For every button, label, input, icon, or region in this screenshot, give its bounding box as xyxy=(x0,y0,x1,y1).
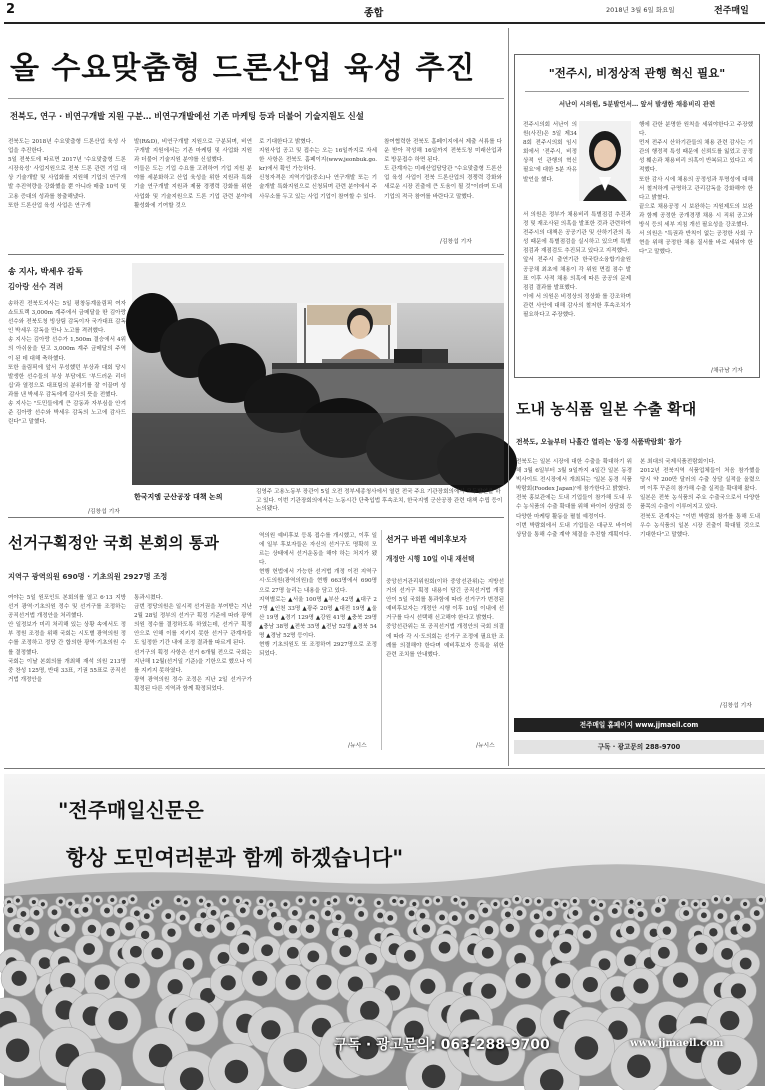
sunflower-center xyxy=(535,929,543,937)
sunflower-center xyxy=(482,907,488,913)
masthead: 전주매일 xyxy=(714,6,749,16)
election-column-1: 여야는 5일 원포인트 본회의를 열고 6·13 지방선거 광역·기초의원 정수 및 선거구를 조정하는 공직선거법 개정안을 처리했다. 안 일정보가 미리 처리해 있는 상황 속에서도 정부 정원 조정을 위해 국회는 시도별 광역의원 정수를 조정하고 정당 간 합의한 광역·기초의원 수를 결정했다. 국회는 이날 본회의를 개최해 재석 의원 213명 중 찬성 125명, 반대 33표, 기권 55표로 공직선거법 개정안을 xyxy=(8,595,126,683)
sunflower-center xyxy=(720,1011,739,1030)
sunflower-center xyxy=(583,977,598,992)
sunflower-center xyxy=(185,1012,204,1031)
ad-quote-line-1: "전주매일신문은 xyxy=(58,798,204,822)
sunflower-center xyxy=(110,898,114,902)
sunflower-center xyxy=(269,902,273,906)
lead-column-4: 참여협력한 전북도 홈페이지에서 제출 서류를 다운 받아 작성해 16일까지 전북도청 미래산업과로 방문접수 하면 된다. 도 관계자는 미래산업담당관 "수요맞춤형 드론산업 육성 사업이 전북 드론산업의 경쟁력 강화와 새로운 시장 진출에 큰 도움이 될 것"이라며 도내 기업의 적극 참여를 바란다고 말했다. xyxy=(384,139,502,200)
issue-date: 2018년 3월 6일 화요일 xyxy=(606,6,675,14)
page-header xyxy=(0,0,769,22)
sunflower-center xyxy=(211,910,217,916)
sunflower-center xyxy=(298,898,302,902)
sunflower-center xyxy=(439,942,451,954)
interview-subhead: 서난이 시의원, 5분발언서… 앞서 발생한 채용비리 관련 xyxy=(558,100,716,108)
sunflower-center xyxy=(659,1015,678,1034)
sunflower-center xyxy=(96,898,100,902)
sunflower-center xyxy=(283,902,287,906)
sunflower-center xyxy=(709,928,717,936)
sunflower-center xyxy=(108,1011,127,1030)
meeting-photo-image xyxy=(132,263,504,485)
sunflower-center xyxy=(439,915,445,921)
sunflower-center xyxy=(59,899,63,903)
sunflower-center xyxy=(377,901,381,905)
lead-column-1: 전북도는 2018년 수요맞춤형 드론산업 육성 사업을 추진한다. 5일 전북도에 따르면 2017년 '수요맞춤형 드론 시장육성' 사업지원으로 전북 드론 관련 기업 대상 기술개발 및 사업화를 지원해 기업의 연구개발 추진역량을 강화했을 뿐 아니라 매출 10억 및 고용 증대의 성과를 창출해냈다. 또한 드론산업 육성 사업은 연구개 xyxy=(8,139,126,209)
sunflower-center xyxy=(633,978,648,993)
sunflower-center xyxy=(325,910,331,916)
sunflower-center xyxy=(95,975,110,990)
sunflower-center xyxy=(392,899,396,903)
sunflower-center xyxy=(694,902,698,906)
sunflower-center xyxy=(261,1020,280,1039)
sunflower-center xyxy=(575,1036,599,1060)
sunflower-center xyxy=(358,899,362,903)
sunflower-center xyxy=(34,910,40,916)
lead-bottom-rule xyxy=(8,254,504,255)
sunflower-center xyxy=(134,910,140,916)
sunflower-center xyxy=(200,912,206,918)
sunflower-center xyxy=(180,1067,204,1090)
interview-column-1a: 전주시의회 서난이 의원(사진)은 5일 제348회 전주시의회 임시회에서 '전주시, 비정상적 인 관행의 혁신 필요'에 대한 5분 자유 발언을 했다. xyxy=(523,122,579,183)
sunflower-center xyxy=(360,1001,379,1020)
sunflower-center xyxy=(61,924,69,932)
sunflower-center xyxy=(82,907,88,913)
sunflower-center xyxy=(125,922,133,930)
sunflower-center xyxy=(425,900,429,904)
prelim-byline: /뉴시스 xyxy=(476,743,495,749)
sunflower-center xyxy=(12,971,27,986)
sunflower-center xyxy=(717,913,723,919)
agri-byline: /김창섭 기자 xyxy=(720,703,752,709)
sunflower-center xyxy=(594,915,600,921)
sunflower-center xyxy=(349,897,353,901)
subscription-bar: 구독 · 광고문의 288-9700 xyxy=(514,740,764,754)
sunflower-center xyxy=(482,947,494,959)
agri-column-1: 전북도는 일본 시장에 대한 수출을 확대하기 위해 3월 6일부터 3월 9일까지 4일간 일본 동경 빅사이트 전시장에서 개최되는 '일본 동경 식품박람회(Foodex Japan)'에 참가한다고 밝혔다. 전북 홍보관에는 도내 기업들이 참가해 도내 우수 농식품의 수출 확대를 위해 바이어 상담회 등 다양한 마케팅 활동을 펼칠 예정이다. 이번 박람회에서 도내 기업들은 대규모 바이어 상담을 통해 수출 계약 체결을 추진할 계획이다. xyxy=(516,459,632,538)
meeting-photo xyxy=(132,263,504,485)
sunflower-center xyxy=(629,900,633,904)
sunflower-center xyxy=(183,958,195,970)
ad-quote-line-2: 항상 도민여러분과 함께 하겠습니다" xyxy=(66,845,404,870)
section-name: 종합 xyxy=(364,8,384,19)
interview-byline: /채규남 기자 xyxy=(711,368,743,374)
photo-story-byline: /김창섭 기자 xyxy=(88,509,120,515)
sunflower-center xyxy=(599,903,603,907)
lead-headline-underline xyxy=(8,98,504,99)
sunflower-center xyxy=(252,971,267,986)
sunflower-center xyxy=(199,899,203,903)
sunflower-center xyxy=(422,924,430,932)
agri-subhead: 전북도, 오늘부터 나흘간 열리는 '동경 식품박람회' 참가 xyxy=(516,438,682,446)
sunflower-center xyxy=(516,973,531,988)
councilor-portrait xyxy=(579,121,631,201)
sunflower-center xyxy=(85,897,89,901)
sunflower-center xyxy=(68,902,72,906)
sunflower-center xyxy=(41,902,45,906)
sunflower-center xyxy=(485,926,493,934)
sunflower-center xyxy=(624,954,636,966)
prelim-body: 중앙선거관리위원회(이하 중앙선관위)는 지방선거의 선거구 획정 내용이 담긴 공직선거법 개정안이 5일 국회를 통과함에 따라 선거구가 변경된 예비후보자는 개정안 시행 이후 10일 이내에 선거구를 다시 선택해 신고해야 한다고 밝혔다. 중앙선관위는 또 공직선거법 개정안의 국회 의결에 따라 각 시·도의회는 선거구 조정에 필요한 조례를 의결해야 한다며 예비후보자 등록을 위한 관련 조치를 안내했다. xyxy=(386,579,504,658)
sunflower-center xyxy=(696,943,708,955)
sunflower-center xyxy=(7,907,13,913)
sunflower-center xyxy=(6,1038,30,1062)
sunflower-center xyxy=(638,911,644,917)
sunflower-center xyxy=(554,901,558,905)
election-byline: /뉴시스 xyxy=(348,743,367,749)
sunflower-center xyxy=(387,915,393,921)
sunflower-center xyxy=(525,899,529,903)
sunflower-center xyxy=(151,948,163,960)
sunflower-center xyxy=(284,1049,308,1073)
photo-story-body: 송하진 전북도지사는 5일 평창동계올림픽 여자 쇼트트랙 3,000m 계주에서 금메달을 딴 김아랑 선수와 전북도청 빙상팀 감독이자 국가대표 감독인 박세우 감독을 만나 노고를 격려했다. 송 지사는 김아랑 선수가 1,500m 결승에서 4위의 아쉬움을 딛고 3,000m 계주 금메달의 주역이 된 데 대해 축하했다. 또한 올림픽에 앞서 무성했던 부상과 대회 당시 발생한 선수들의 부상 부담에도 '부드러운 리더십'과 열정으로 대표팀의 분위기를 잘 이끌며 성과를 낸 박세우 감독에게 감사의 뜻을 전했다. 송 지사는 "도민들에게 큰 감동과 자부심을 안겨 준 김아랑 선수와 박세우 감독의 노고에 감사드린다"고 말했다. xyxy=(8,301,126,426)
sunflower-center xyxy=(122,900,126,904)
sunflower-center xyxy=(702,902,706,906)
sunflower-center xyxy=(537,899,541,903)
sunflower-center xyxy=(461,901,465,905)
sunflower-center xyxy=(274,922,282,930)
sunflower-center xyxy=(16,898,20,902)
sunflower-center xyxy=(289,925,297,933)
election-column-2: 통과시켰다. 금번 정당의원은 일시적 선거권을 부여받는 지난 2월 28일 정부의 선거구 획정 기준에 따라 광역의원 정수를 결정하도록 하였는데, 선거구 획정안으로 인해 이를 지키지 못한 선거구 관계자들도 일정한 기간 내에 조정 결과를 따르게 된다. 선거구의 획정 사항은 선거 6개월 전으로 국회는 지난해 12월(선거일 기준)을 기한으로 했으나 이를 지키지 못하였다. 광역 광역의원 정수 조정은 지난 2일 선거구가 획정된 다른 지역과 함께 확정되었다. xyxy=(134,595,252,692)
sunflower-center xyxy=(555,973,570,988)
sunflower-center xyxy=(125,973,140,988)
ad-top-rule xyxy=(4,768,765,769)
sunflower-center xyxy=(754,910,760,916)
sunflower-center xyxy=(261,944,273,956)
sunflower-center xyxy=(734,914,740,920)
sunflower-center xyxy=(222,898,226,902)
sunflower-center xyxy=(626,926,634,934)
sunflower-center xyxy=(637,902,641,906)
sunflower-center xyxy=(20,911,26,917)
sunflower-ad xyxy=(4,774,765,1086)
election-headline: 선거구획정안 국회 본회의 통과 xyxy=(8,534,219,552)
sunflower-center xyxy=(176,898,180,902)
sunflower-center xyxy=(52,909,58,915)
sunflower-center xyxy=(663,926,671,934)
sunflower-center xyxy=(32,900,36,904)
sunflower-center xyxy=(168,979,183,994)
sunflower-center xyxy=(481,984,496,999)
sunflower-center xyxy=(257,909,263,915)
sunflower-center xyxy=(627,1054,651,1078)
interview-column-1b: 서 의원은 정부가 채용비리 특별점검 추진과정 및 재조사된 의혹을 발표한 것과 관련하여 전주시의 대책은 공공기관 및 산하기관의 특성 때문에 특별점검을 실시하고 있으며 특별점검과 재점검도 추진되고 있다고 지적했다. 앞서 전주시 출연기관 한국탄소융합기술원 공공채 최초에 채용이 각 위원 면접 점수 발표 이후 사적 채용 의혹에 따른 공공의 문제 점검 결과를 발표했다. 이에 서 의원은 비정상의 정상화 를 강조하며 관련 사안에 대해 감사의 철저한 후속조치가 필요하다고 주장했다. xyxy=(523,212,631,319)
sunflower-center xyxy=(743,902,747,906)
sunflower-center xyxy=(759,898,763,902)
sunflower-center xyxy=(240,907,246,913)
sunflower-center xyxy=(412,902,416,906)
sunflower-center xyxy=(358,911,364,917)
sunflower-center xyxy=(88,925,96,933)
sunflower-center xyxy=(506,924,514,932)
sunflower-center xyxy=(409,910,415,916)
sunflower-center xyxy=(225,1060,249,1084)
sunflower-center xyxy=(714,897,718,901)
sunflower-center xyxy=(591,900,595,904)
sunflower-center xyxy=(560,942,572,954)
interview-box xyxy=(514,54,760,378)
sunflower-center xyxy=(400,900,404,904)
sunflower-center xyxy=(259,899,263,903)
sunflower-center xyxy=(572,910,578,916)
sunflower-center xyxy=(312,899,316,903)
sunflower-center xyxy=(469,914,475,920)
agri-column-2: 본 최대의 국제식품전람회이다. 2012년 전북지역 식품업체들이 처음 참가했을 당시 약 200만 달러의 수출 상담 실적을 올렸으며 이후 꾸준히 참가해 수출 실적을 확대해 왔다. 일본은 전북 농식품의 주요 수출국으로서 다양한 품목의 수출이 이루어지고 있다. 전북도 관계자는 "이번 박람회 참가를 통해 도내 우수 농식품의 일본 시장 진출이 확대될 것으로 기대한다"고 말했다. xyxy=(640,459,760,538)
sunflower-center xyxy=(583,930,591,938)
prelim-subhead: 개정안 시행 10일 이내 재선택 xyxy=(386,555,475,563)
sunflower-center xyxy=(701,912,707,918)
header-rule xyxy=(4,22,765,24)
sunflower-center xyxy=(612,908,618,914)
sunflower-center xyxy=(628,908,634,914)
sunflower-center xyxy=(517,910,523,916)
sunflower-center xyxy=(60,973,75,988)
sunflower-center xyxy=(599,958,611,970)
sunflower-center xyxy=(673,972,688,987)
sunflower-center xyxy=(207,924,215,932)
sunflower-center xyxy=(504,901,508,905)
photo-caption-text: 김영주 고용노동부 장관이 5일 오전 정부세종청사에서 열린 전국 주요 기관장회의에서 모두발언을 하고 있다. 이번 기관장회의에서는 노동시간 단축입법 후속조치, 한국지엠 군산공장 관련 대책 수립 등이 논의됐다. xyxy=(256,489,503,513)
sunflower-center xyxy=(658,947,670,959)
sunflower-center xyxy=(221,975,236,990)
photo-story-headline: 송 지사, 박세우 감독 xyxy=(8,266,83,276)
sunflower-center xyxy=(155,900,159,904)
sunflower-center xyxy=(742,923,750,931)
lead-subhead: 전북도, 연구 · 비연구개발 지원 구분… 비연구개발에선 기존 마케팅 등과 더불어 기술지원도 신설 xyxy=(10,111,364,121)
portrait-image xyxy=(579,121,631,201)
sunflower-center xyxy=(452,915,458,921)
sunflower-center xyxy=(336,914,342,920)
ad-phone: 구독 · 광고문의: 063-288-9700 xyxy=(334,1037,550,1053)
sunflower-center xyxy=(144,913,150,919)
sunflower-center xyxy=(167,928,175,936)
election-subhead: 지역구 광역의원 690명 · 기초의원 2927명 조정 xyxy=(8,572,168,581)
election-column-3: 역의원 예비후보 등록 접수를 개시했고, 이후 일에 일부 후보자들은 자신의 선거구도 명확히 모르는 상태에서 선거운동을 해야 하는 처지가 됐다. 현행 헌법에서 가능한 선거법 개정 이전 지역구 시·도의원(광역의원)을 현행 663명에서 690명으로 27명 늘리는 내용을 담고 있다. 지역별로는 ▲서울 100명 ▲부산 42명 ▲대구 27명 ▲인천 33명 ▲광주 20명 ▲대전 19명 ▲울산 19명 ▲경기 129명 ▲강원 41명 ▲충북 29명 ▲충남 38명 ▲전북 35명 ▲전남 52명 ▲경북 54명 ▲경남 52명 등이다. 현행 기초의원도 또 조정하여 2927명으로 조정되었다. xyxy=(259,533,377,658)
photo-story-subhead: 김아랑 선수 격려 xyxy=(8,282,64,291)
homepage-bar[interactable]: 전주매일 홈페이지 www.jjmaeil.com xyxy=(514,718,764,732)
sunflower-center xyxy=(130,946,142,958)
lead-byline: /김창섭 기자 xyxy=(440,239,472,245)
sunflower-center xyxy=(404,950,416,962)
sunflower-center xyxy=(307,950,319,962)
sunflower-center xyxy=(563,903,567,907)
sunflower-center xyxy=(718,1051,742,1075)
sunflower-center xyxy=(117,908,123,914)
sunflower-center xyxy=(131,897,135,901)
sunflower-center xyxy=(731,983,746,998)
agri-headline: 도내 농식품 일본 수출 확대 xyxy=(516,400,697,418)
lead-column-2: 발(R&D), 비연구개발 지원으로 구분되며, 비연구개발 지원에서는 기존 마케팅 및 사업화 지원과 더불어 기술지원 분야를 신설했다. 이들은 도는 기업 수요를 고려하여 기업 지원 분야를 세분화하고 산업 육성을 위한 지원과 특화기술 연구개발 지원과 제품 경쟁력 강화를 위한 사업화 및 기술지원으로 드론 기업 관련 분야에 활성화에 기여할 것으 xyxy=(134,139,252,209)
sunflower-center xyxy=(306,925,314,933)
sunflower-center xyxy=(39,957,51,969)
sunflower-center xyxy=(236,899,240,903)
lead-column-3: 로 기대한다고 밝혔다. 지원사업 공고 및 접수는 오는 16일까지로 자세한 사항은 전북도 홈페이지(www.jeonbuk.go.kr)에서 확인 가능하다. 신청자격은 지역기업(중소)나 연구개발 또는 기술개발 특화지원으로 신청되며 관련 분야에서 주 사무소를 두고 있는 사업 기업이 참여할 수 있다. xyxy=(259,139,377,200)
sunflower-center xyxy=(333,898,337,902)
sunflower-center xyxy=(546,911,552,917)
sunflower-center xyxy=(655,907,661,913)
interview-headline: "전주시, 비정상적 관행 혁신 필요" xyxy=(548,66,726,80)
sunflower-center xyxy=(453,898,457,902)
sunflower-center xyxy=(420,979,435,994)
sunflower-center xyxy=(237,943,249,955)
sunflower-center xyxy=(493,902,497,906)
sunflower-center xyxy=(344,929,352,937)
sunflower-center xyxy=(534,913,540,919)
sunflower-center xyxy=(141,931,149,939)
mid-rule xyxy=(8,517,504,518)
sunflower-center xyxy=(420,913,426,919)
sunflower-center xyxy=(106,928,114,936)
sunflower-center xyxy=(287,947,299,959)
sunflower-center xyxy=(683,910,689,916)
sunflower-center xyxy=(721,948,733,960)
sunflower-center xyxy=(286,975,301,990)
sunflower-center xyxy=(505,912,511,918)
main-sidebar-divider xyxy=(508,28,509,766)
sunflower-center xyxy=(740,958,752,970)
sunflower-center xyxy=(165,913,171,919)
sunflower-center xyxy=(681,901,685,905)
sunflower-center xyxy=(184,900,188,904)
sunflower-center xyxy=(339,945,351,957)
photo-caption-title: 한국지엠 군산공장 대책 논의 xyxy=(134,493,223,501)
election-prelim-divider xyxy=(381,530,382,750)
sunflower-center xyxy=(292,910,298,916)
sunflower-center xyxy=(515,897,519,901)
prelim-headline: 선거구 바뀐 예비후보자 xyxy=(386,535,467,544)
sunflower-center xyxy=(377,913,383,919)
interview-headline-rule xyxy=(525,91,749,92)
sunflower-center xyxy=(726,897,730,901)
sunflower-center xyxy=(104,908,110,914)
sunflower-center xyxy=(83,943,95,955)
page-number: 2 xyxy=(6,2,16,17)
sunflower-center xyxy=(25,927,33,935)
sunflower-center xyxy=(180,915,186,921)
sunflower-center xyxy=(226,922,234,930)
sunflower-center xyxy=(573,899,577,903)
sunflower-center xyxy=(422,1065,446,1089)
sunflower-center xyxy=(316,975,331,990)
sunflower-center xyxy=(662,898,666,902)
interview-column-2: 행에 관한 분명한 원칙을 세워야한다고 주장했다. 먼저 전주시 산하기관들의 채용 관련 감사는 기관의 행정적 특성 때문에 신뢰도를 잃었고 공정성 훼손과 채용비리 의혹이 반복되고 있다고 지적했다. 또한 감사 시에 채용의 공정성과 투명성에 대해서 철저하게 규명하고 관리감독을 강화해야 한다고 밝혔다. 끝으로 채용공정 시 보완하는 지원제도의 보완과 함께 공정한 공개경쟁 채용 시 직위 공고와 방식 등의 세부 지침 개선 필요성을 강조했다. 서 의원은 "특권과 반칙이 없는 공정한 사회 구현을 위해 공정한 채용 질서를 바로 세워야 한다"고 말했다. xyxy=(639,122,753,256)
ad-url[interactable]: www.jjmaeil.com xyxy=(630,1038,724,1049)
sunflower-center xyxy=(218,952,230,964)
sunflower-center xyxy=(436,898,440,902)
lead-headline: 올 수요맞춤형 드론산업 육성 추진 xyxy=(10,51,476,86)
sunflower-center xyxy=(365,953,377,965)
